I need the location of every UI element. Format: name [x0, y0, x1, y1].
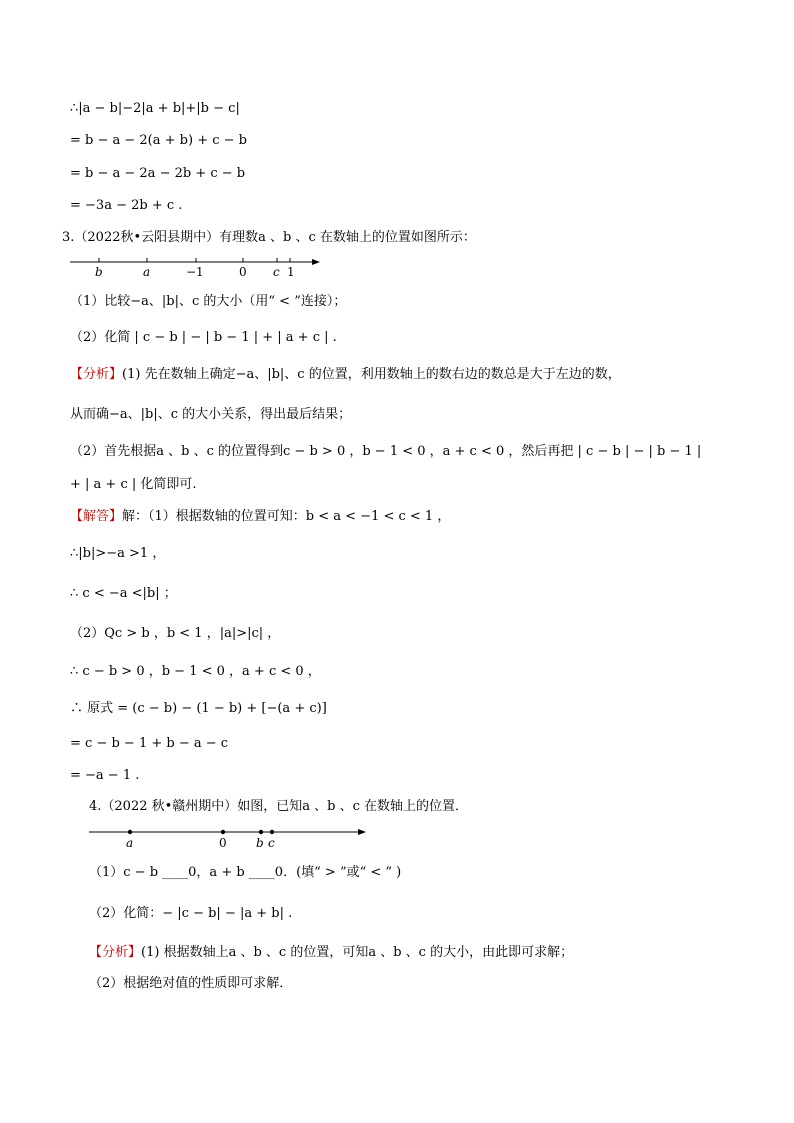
q3-analysis-tag: 【分析】 [70, 367, 123, 382]
q3-analysis-1b: 从而确−a、|b|、c 的大小关系，得出最后结果； [70, 407, 352, 422]
q3-stem: 3.（2022秋•云阳县期中）有理数a 、b 、c 在数轴上的位置如图所示： [62, 230, 476, 245]
q3-analysis-2b: + | a + c | 化简即可. [70, 477, 197, 492]
q4-analysis-1: 【分析】(1) 根据数轴上a 、b 、c 的位置，可知a 、b 、c 的大小，由此即可求解； [89, 945, 574, 960]
q4-number-line [89, 823, 379, 851]
q3-axis-label-1: 1 [287, 265, 295, 279]
q3-part2: （2）化简 | c − b | − | b − 1 | + | a + c | . [70, 330, 337, 345]
q3-solution-line-5: ∴ c − b > 0 ，b − 1 < 0 ，a + c < 0 ， [70, 664, 321, 679]
q3-axis-label-b: b [95, 265, 103, 279]
prev-solution-line-1: ∴|a − b|−2|a + b|+|b − c| [70, 101, 240, 116]
q4-analysis-tag: 【分析】 [89, 945, 142, 960]
q4-axis-label-b: b [256, 836, 264, 850]
q3-solution-line-6: ∴ 原式 = (c − b) − (1 − b) + [−(a + c)] [70, 701, 327, 716]
q3-axis-label-0: 0 [239, 265, 247, 279]
q3-solution-line-4: （2）Qc > b ，b < 1 ，|a|>|c| ， [70, 626, 281, 641]
prev-solution-line-3: = b − a − 2a − 2b + c − b [70, 166, 246, 181]
q4-part2: （2）化简：− |c − b| − |a + b| . [89, 906, 293, 921]
q4-axis-label-a: a [126, 836, 134, 850]
prev-solution-line-2: = b − a − 2(a + b) + c − b [70, 133, 247, 148]
q3-part1: （1）比较−a、|b|、c 的大小（用“ < ”连接）； [70, 294, 347, 309]
q3-analysis-2a: （2）首先根据a 、b 、c 的位置得到c − b > 0 ，b − 1 < 0 ，a + c < 0 ，然后再把 | c − b | − | b − 1 | [70, 444, 702, 459]
q3-analysis-1a: 【分析】(1) 先在数轴上确定−a、|b|、c 的位置，利用数轴上的数右边的数总是大于左边的数， [70, 367, 621, 382]
q3-solution-line-8: = −a − 1 . [70, 768, 140, 783]
q3-solution-line-3: ∴ c < −a <|b| ； [70, 586, 177, 601]
q3-axis-label-a: a [143, 265, 151, 279]
q4-analysis-2: （2）根据绝对值的性质即可求解． [89, 976, 293, 991]
q4-stem: 4.（2022 秋•赣州期中）如图，已知a 、b 、c 在数轴上的位置． [89, 799, 469, 814]
q3-axis-label-neg1: −1 [186, 265, 204, 279]
q3-axis-label-c: c [273, 265, 280, 279]
q3-solution-line-1: 【解答】解：（1）根据数轴的位置可知：b < a < −1 < c < 1 ， [70, 509, 451, 524]
q4-axis-label-c: c [268, 836, 275, 850]
q3-solution-line-2: ∴|b|>−a >1 ， [70, 546, 166, 561]
prev-solution-line-4: = −3a − 2b + c . [70, 198, 183, 213]
q4-axis-label-0: 0 [219, 836, 227, 850]
q3-solution-tag: 【解答】 [70, 509, 123, 524]
q4-part1: （1）c − b ____0，a + b ____0．(填“ > ”或“ < ” ) [89, 865, 402, 880]
q3-number-line [62, 252, 332, 280]
q3-solution-line-7: = c − b − 1 + b − a − c [70, 736, 229, 751]
